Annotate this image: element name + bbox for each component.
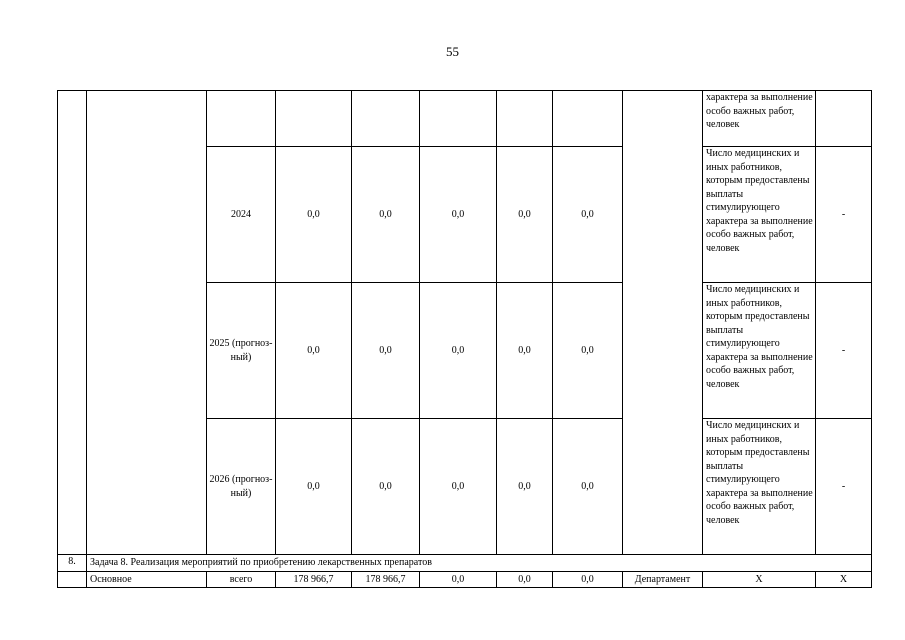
value-cell: 0,0 (553, 283, 623, 419)
value-cell: 0,0 (497, 283, 553, 419)
task-number-cell: 8. (58, 555, 87, 572)
page-number: 55 (446, 44, 459, 59)
value-cell (420, 91, 497, 147)
target-value-cell: - (816, 419, 872, 555)
value-cell: 0,0 (276, 283, 352, 419)
target-value-cell (816, 91, 872, 147)
value-cell: 0,0 (553, 419, 623, 555)
year-cell: 2026 (прогноз-ный) (207, 419, 276, 555)
event-name-cell (87, 91, 207, 555)
value-cell: 0,0 (420, 147, 497, 283)
table-row (58, 572, 872, 588)
value-cell: 0,0 (420, 572, 497, 588)
value-cell (497, 91, 553, 147)
value-cell: 178 966,7 (352, 572, 420, 588)
target-value-cell: - (816, 283, 872, 419)
event-name-cell: Основное (87, 572, 207, 588)
value-cell: 178 966,7 (276, 572, 352, 588)
period-cell: всего (207, 572, 276, 588)
indicator-cell: Число медицинских и иных работников, которым предоставлены выплаты стимулирующего характера за выполнение особо важных работ, человек (703, 419, 816, 555)
value-cell: 0,0 (497, 147, 553, 283)
executor-cell (623, 91, 703, 555)
value-cell (352, 91, 420, 147)
value-cell: 0,0 (497, 419, 553, 555)
value-cell: 0,0 (420, 419, 497, 555)
task-title-cell: Задача 8. Реализация мероприятий по приобретению лекарственных препаратов (87, 555, 872, 572)
executor-cell: Департамент (623, 572, 703, 588)
year-cell: 2025 (прогноз-ный) (207, 283, 276, 419)
value-cell: 0,0 (352, 147, 420, 283)
row-number-cell (58, 572, 87, 588)
value-cell: 0,0 (276, 419, 352, 555)
indicator-cell: Число медицинских и иных работников, которым предоставлены выплаты стимулирующего характера за выполнение особо важных работ, человек (703, 283, 816, 419)
target-value-cell: X (816, 572, 872, 588)
value-cell (553, 91, 623, 147)
value-cell: 0,0 (352, 419, 420, 555)
value-cell: 0,0 (553, 147, 623, 283)
year-cell: 2024 (207, 147, 276, 283)
value-cell: 0,0 (553, 572, 623, 588)
row-number-cell (58, 91, 87, 555)
table-row (58, 91, 872, 147)
program-table (57, 90, 872, 588)
value-cell: 0,0 (497, 572, 553, 588)
target-value-cell: - (816, 147, 872, 283)
indicator-cell: Число медицинских и иных работников, которым предоставлены выплаты стимулирующего характера за выполнение особо важных работ, человек (703, 147, 816, 283)
value-cell: 0,0 (352, 283, 420, 419)
indicator-cell: характера за выполнение особо важных работ, человек (703, 91, 816, 147)
task-row (58, 555, 872, 572)
year-cell (207, 91, 276, 147)
value-cell: 0,0 (276, 147, 352, 283)
value-cell (276, 91, 352, 147)
value-cell: 0,0 (420, 283, 497, 419)
indicator-cell: X (703, 572, 816, 588)
